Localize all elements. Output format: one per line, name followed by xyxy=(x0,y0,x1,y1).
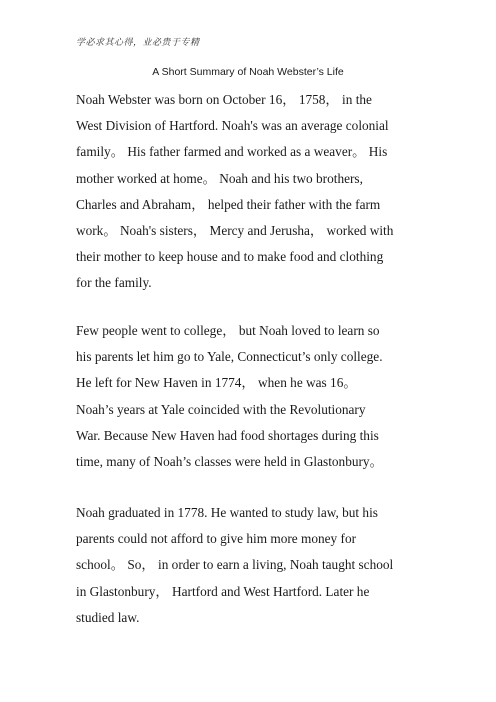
paragraph-line: parents could not afford to give him more money for xyxy=(76,531,357,547)
paragraph-line: Noah’s years at Yale coincided with the Revolutionary xyxy=(76,401,366,417)
paragraph-line: his parents let him go to Yale, Connecticut’s only college. xyxy=(76,349,383,365)
paragraph-line: Noah Webster was born on October 16， 1758， in the xyxy=(76,92,372,107)
paragraph-line: He left for New Haven in 1774， when he was 16。 xyxy=(76,375,357,391)
paragraph-line: work。 Noah's sisters， Mercy and Jerusha， worked with xyxy=(76,222,394,238)
paragraph-line: West Division of Hartford. Noah's was an average colonial xyxy=(76,118,389,134)
paragraph-line: time, many of Noah’s classes were held in Glastonbury。 xyxy=(76,453,383,469)
paragraph-line: mother worked at home。 Noah and his two brothers, xyxy=(76,170,363,186)
header-motto: 学必求其心得，业必贵于专精 xyxy=(76,38,200,48)
paragraph-3 xyxy=(76,500,432,631)
paragraph-line: in Glastonbury， Hartford and West Hartford. Later he xyxy=(76,583,370,599)
document-title: A Short Summary of Noah Webster’s Life xyxy=(152,66,344,78)
paragraph-line: their mother to keep house and to make food and clothing xyxy=(76,249,384,265)
paragraph-line: for the family. xyxy=(76,275,152,291)
paragraph-line: Charles and Abraham， helped their father with the farm xyxy=(76,196,381,212)
paragraph-line: studied law. xyxy=(76,609,140,625)
paragraph-1 xyxy=(76,87,432,297)
paragraph-line: Few people went to college， but Noah loved to learn so xyxy=(76,323,380,338)
paragraph-line: War. Because New Haven had food shortages during this xyxy=(76,427,379,443)
paragraph-line: school。 So， in order to earn a living, Noah taught school xyxy=(76,557,394,573)
paragraph-line: Noah graduated in 1778. He wanted to study law, but his xyxy=(76,505,378,520)
paragraph-line: family。 His father farmed and worked as a weaver。 His xyxy=(76,144,388,160)
paragraph-2 xyxy=(76,318,432,475)
